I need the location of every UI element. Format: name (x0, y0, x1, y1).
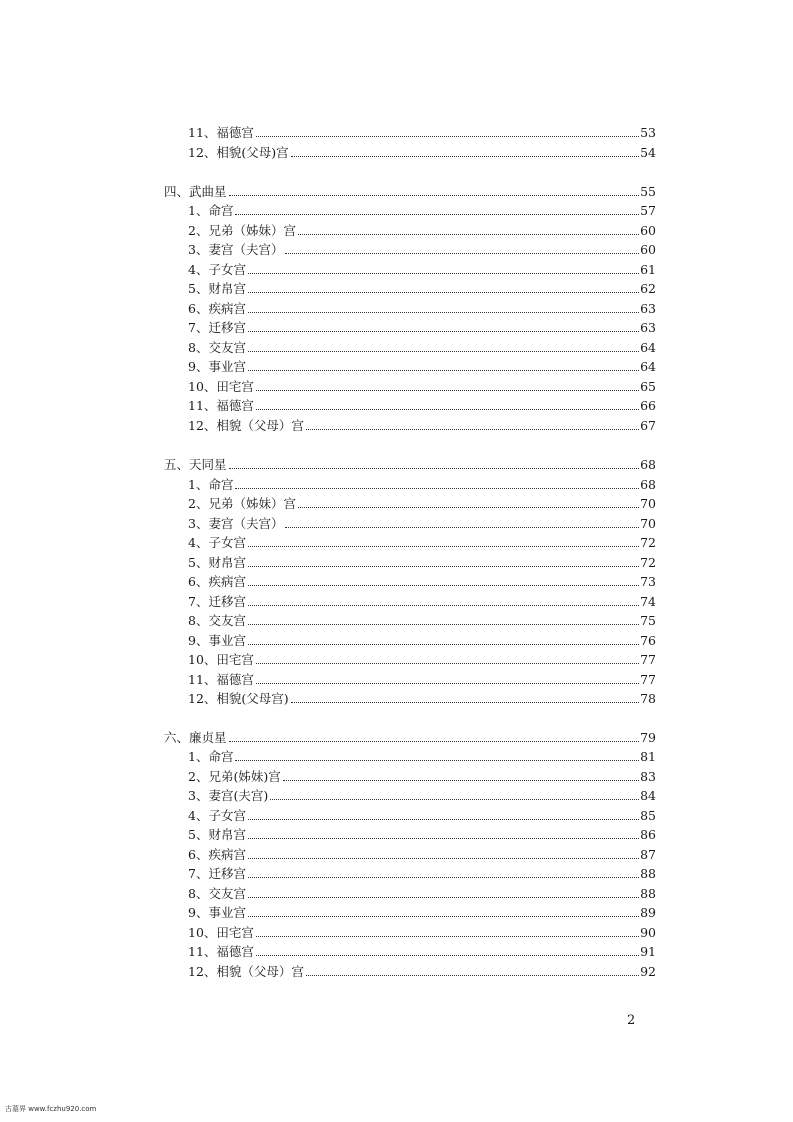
toc-entry-page: 87 (640, 847, 656, 862)
toc-entry-title: 六、廉贞星 (164, 730, 227, 745)
dot-leader (291, 155, 639, 157)
toc-section-entry[interactable] (188, 551, 656, 570)
toc-section-entry[interactable] (188, 414, 656, 433)
toc-entry-page: 77 (640, 672, 656, 687)
toc-entry-page: 79 (640, 730, 656, 745)
toc-entry-title: 四、武曲星 (164, 184, 227, 199)
dot-leader (229, 194, 640, 196)
toc-entry-page: 61 (640, 262, 656, 277)
toc-entry-title: 11、福德宫 (188, 125, 254, 140)
toc-entry-title: 10、田宅宫 (188, 925, 254, 940)
toc-entry-title: 2、兄弟(姊妹)宫 (188, 769, 281, 784)
toc-entry-page: 66 (640, 398, 656, 413)
dot-leader (298, 506, 639, 508)
toc-section-entry[interactable] (188, 316, 656, 335)
toc-entry-page: 63 (640, 320, 656, 335)
dot-leader (270, 798, 639, 800)
toc-entry-page: 90 (640, 925, 656, 940)
page-number: 2 (627, 1013, 636, 1028)
toc-entry-page: 72 (640, 535, 656, 550)
toc-section-entry[interactable] (188, 745, 656, 764)
dot-leader (248, 584, 639, 586)
toc-entry-page: 53 (640, 125, 656, 140)
dot-leader (283, 779, 639, 781)
dot-leader (248, 272, 639, 274)
toc-entry-page: 83 (640, 769, 656, 784)
dot-leader (256, 682, 639, 684)
toc-entry-page: 85 (640, 808, 656, 823)
dot-leader (248, 818, 639, 820)
dot-leader (248, 876, 639, 878)
toc-entry-page: 88 (640, 886, 656, 901)
dot-leader (248, 545, 639, 547)
toc-section-entry[interactable] (188, 901, 656, 920)
toc-entry-title: 2、兄弟（姊妹）宫 (188, 223, 296, 238)
toc-entry-title: 10、田宅宫 (188, 379, 254, 394)
toc-entry-page: 78 (640, 691, 656, 706)
dot-leader (248, 896, 639, 898)
toc-entry-title: 11、福德宫 (188, 672, 254, 687)
toc-entry-page: 68 (640, 477, 656, 492)
dot-leader (235, 487, 639, 489)
dot-leader (248, 915, 639, 917)
toc-entry-title: 5、财帛宫 (188, 281, 246, 296)
toc-entry-title: 12、相貌(父母)宫 (188, 145, 289, 160)
toc-entry-page: 70 (640, 516, 656, 531)
toc-entry-title: 6、疾病宫 (188, 574, 246, 589)
toc-section-entry[interactable] (188, 668, 656, 687)
toc-section-entry[interactable] (188, 336, 656, 355)
dot-leader (235, 213, 639, 215)
toc-entry-title: 7、迁移宫 (188, 866, 246, 881)
toc-section-entry[interactable] (188, 492, 656, 511)
toc-entry-title: 3、妻宫（夫宫） (188, 516, 284, 531)
dot-leader (248, 643, 639, 645)
dot-leader (229, 740, 640, 742)
toc-entry-page: 63 (640, 301, 656, 316)
toc-section-entry[interactable] (188, 940, 656, 959)
toc-entry-title: 8、交友宫 (188, 886, 246, 901)
toc-section-entry[interactable] (188, 823, 656, 842)
toc-entry-page: 68 (640, 457, 656, 472)
toc-entry-page: 84 (640, 788, 656, 803)
toc-section-entry[interactable] (188, 590, 656, 609)
toc-chapter-entry[interactable] (164, 180, 656, 199)
dot-leader (235, 759, 639, 761)
toc-section-entry[interactable] (188, 862, 656, 881)
toc-entry-title: 8、交友宫 (188, 340, 246, 355)
toc-section-entry[interactable] (188, 238, 656, 257)
toc-section-entry[interactable] (188, 473, 656, 492)
toc-section-entry[interactable] (188, 629, 656, 648)
toc-section-entry[interactable] (188, 355, 656, 374)
dot-leader (248, 837, 639, 839)
toc-entry-title: 6、疾病宫 (188, 301, 246, 316)
dot-leader (256, 935, 639, 937)
toc-entry-title: 11、福德宫 (188, 398, 254, 413)
toc-entry-title: 1、命宫 (188, 203, 234, 218)
toc-entry-title: 6、疾病宫 (188, 847, 246, 862)
toc-section-entry[interactable] (188, 804, 656, 823)
toc-section-entry[interactable] (188, 648, 656, 667)
site-watermark: 古墓界 www.fczhu920.com (5, 1105, 97, 1113)
toc-chapter-entry[interactable] (164, 453, 656, 472)
toc-entry-page: 60 (640, 223, 656, 238)
toc-entry-title: 3、妻宫（夫宫） (188, 242, 284, 257)
dot-leader (248, 350, 639, 352)
toc-entry-page: 60 (640, 242, 656, 257)
toc-section-entry[interactable] (188, 687, 656, 706)
toc-entry-title: 7、迁移宫 (188, 320, 246, 335)
toc-section-entry[interactable] (188, 375, 656, 394)
toc-entry-title: 7、迁移宫 (188, 594, 246, 609)
toc-entry-page: 74 (640, 594, 656, 609)
toc-entry-page: 86 (640, 827, 656, 842)
toc-entry-page: 62 (640, 281, 656, 296)
toc-entry-page: 76 (640, 633, 656, 648)
toc-entry-page: 64 (640, 359, 656, 374)
toc-entry-page: 72 (640, 555, 656, 570)
toc-entry-page: 91 (640, 944, 656, 959)
dot-leader (285, 252, 639, 254)
toc-section-entry[interactable] (188, 394, 656, 413)
toc-entry-title: 2、兄弟（姊妹）宫 (188, 496, 296, 511)
toc-entry-title: 12、相貌（父母）宫 (188, 964, 304, 979)
toc-section-entry[interactable] (188, 512, 656, 531)
toc-entry-page: 55 (640, 184, 656, 199)
toc-section-entry[interactable] (188, 258, 656, 277)
toc-entry-title: 12、相貌(父母宫) (188, 691, 289, 706)
dot-leader (285, 526, 639, 528)
toc-section-entry[interactable] (188, 921, 656, 940)
toc-section-entry[interactable] (188, 297, 656, 316)
toc-section-entry[interactable] (188, 141, 656, 160)
toc-entry-page: 64 (640, 340, 656, 355)
toc-entry-title: 五、天同星 (164, 457, 227, 472)
toc-section-entry[interactable] (188, 121, 656, 140)
dot-leader (248, 623, 639, 625)
dot-leader (256, 408, 639, 410)
toc-entry-page: 73 (640, 574, 656, 589)
toc-section-entry[interactable] (188, 882, 656, 901)
toc-entry-page: 81 (640, 749, 656, 764)
toc-entry-page: 70 (640, 496, 656, 511)
toc-entry-title: 5、财帛宫 (188, 827, 246, 842)
toc-entry-page: 88 (640, 866, 656, 881)
dot-leader (306, 974, 639, 976)
toc-entry-page: 57 (640, 203, 656, 218)
toc-entry-title: 11、福德宫 (188, 944, 254, 959)
toc-section-entry[interactable] (188, 609, 656, 628)
dot-leader (256, 135, 639, 137)
toc-entry-title: 1、命宫 (188, 477, 234, 492)
toc-entry-page: 54 (640, 145, 656, 160)
toc-section-entry[interactable] (188, 531, 656, 550)
toc-section-entry[interactable] (188, 219, 656, 238)
dot-leader (256, 954, 639, 956)
dot-leader (256, 662, 639, 664)
toc-section-entry[interactable] (188, 960, 656, 979)
toc-section-entry[interactable] (188, 765, 656, 784)
dot-leader (229, 467, 640, 469)
dot-leader (248, 330, 639, 332)
toc-section-entry[interactable] (188, 277, 656, 296)
toc-entry-title: 4、子女宫 (188, 808, 246, 823)
toc-entry-page: 92 (640, 964, 656, 979)
dot-leader (248, 565, 639, 567)
toc-entry-title: 9、事业宫 (188, 633, 246, 648)
toc-entry-title: 4、子女宫 (188, 535, 246, 550)
toc-section-entry[interactable] (188, 199, 656, 218)
toc-entry-title: 9、事业宫 (188, 905, 246, 920)
dot-leader (248, 311, 639, 313)
toc-entry-title: 10、田宅宫 (188, 652, 254, 667)
toc-entry-title: 4、子女宫 (188, 262, 246, 277)
dot-leader (248, 291, 639, 293)
toc-entry-page: 67 (640, 418, 656, 433)
dot-leader (248, 604, 639, 606)
toc-section-entry[interactable] (188, 843, 656, 862)
toc-entry-page: 75 (640, 613, 656, 628)
dot-leader (291, 701, 639, 703)
dot-leader (306, 428, 639, 430)
dot-leader (248, 857, 639, 859)
dot-leader (298, 233, 639, 235)
toc-entry-page: 89 (640, 905, 656, 920)
toc-entry-title: 1、命宫 (188, 749, 234, 764)
toc-entry-title: 3、妻宫(夫宫) (188, 788, 269, 803)
dot-leader (248, 369, 639, 371)
toc-entry-title: 12、相貌（父母）宫 (188, 418, 304, 433)
toc-entry-title: 5、财帛宫 (188, 555, 246, 570)
toc-entry-title: 8、交友宫 (188, 613, 246, 628)
toc-entry-page: 77 (640, 652, 656, 667)
toc-section-entry[interactable] (188, 784, 656, 803)
toc-chapter-entry[interactable] (164, 726, 656, 745)
toc-entry-page: 65 (640, 379, 656, 394)
dot-leader (256, 389, 639, 391)
toc-section-entry[interactable] (188, 570, 656, 589)
toc-entry-title: 9、事业宫 (188, 359, 246, 374)
